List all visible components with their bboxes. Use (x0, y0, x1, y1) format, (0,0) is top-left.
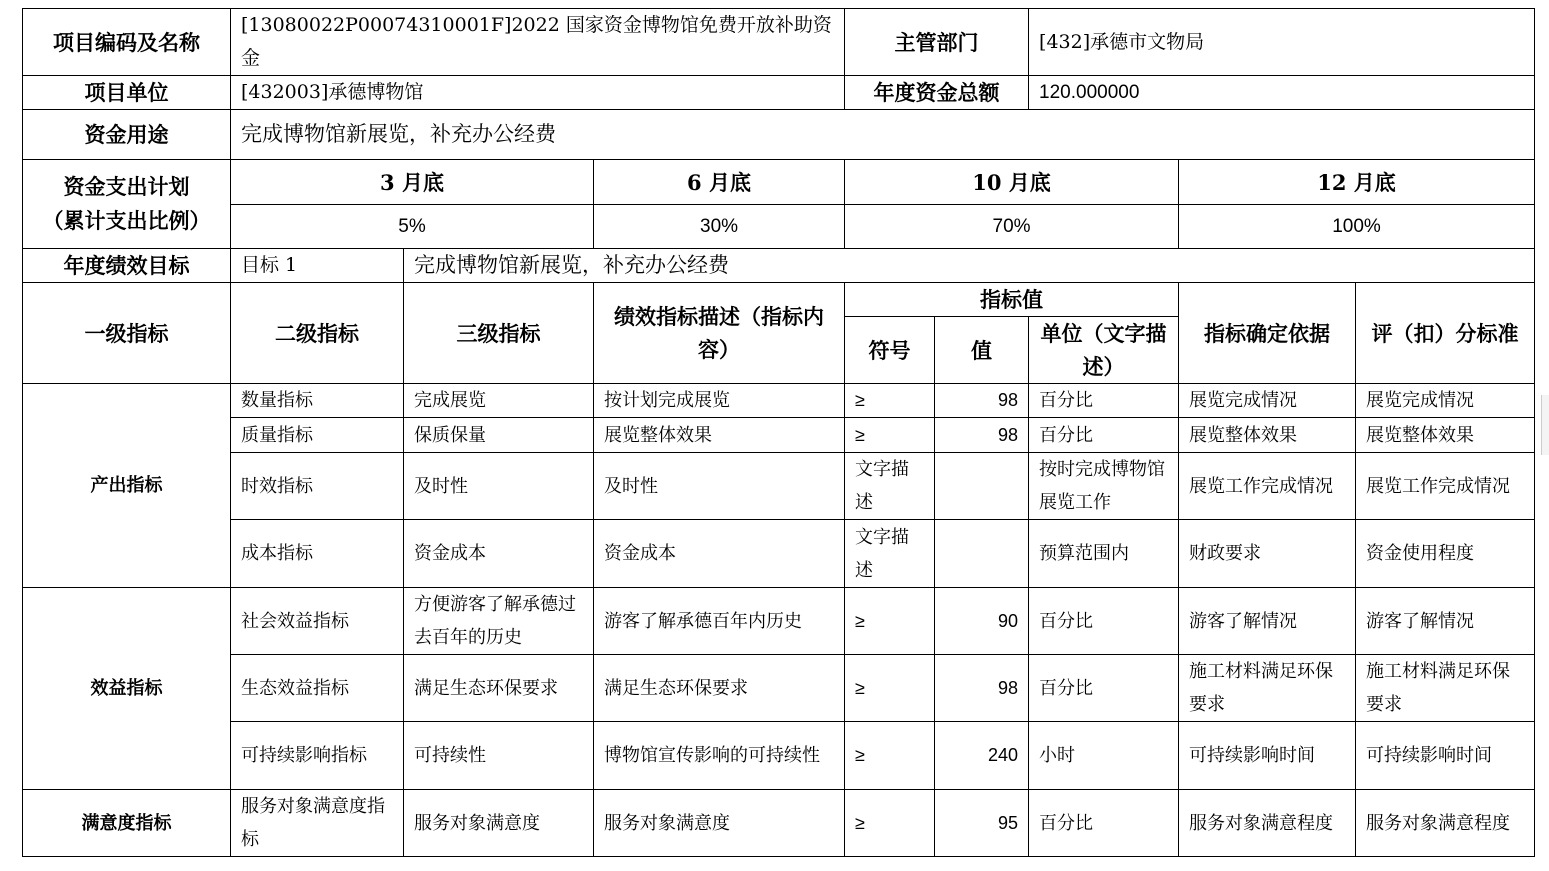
indicator-body (23, 384, 1535, 857)
performance-table (22, 8, 1535, 857)
indicator-basis: 财政要求 (1179, 520, 1356, 588)
indicator-basis: 展览工作完成情况 (1179, 453, 1356, 520)
table-row (23, 588, 1535, 655)
indicator-symbol: ≥ (845, 384, 935, 418)
usage-value: 完成博物馆新展览，补充办公经费 (231, 110, 1535, 160)
scrollbar-edge[interactable] (1541, 395, 1549, 455)
indicator-scoring: 展览完成情况 (1356, 384, 1535, 418)
indicator-value (935, 520, 1029, 588)
plan-period-4: 12 月底 (1179, 160, 1535, 205)
indicator-level2: 社会效益指标 (231, 588, 404, 655)
indicator-desc: 满足生态环保要求 (594, 655, 845, 722)
total-label: 年度资金总额 (845, 76, 1029, 110)
goal-target: 目标 1 (231, 249, 404, 283)
indicator-symbol: ≥ (845, 655, 935, 722)
indicator-scoring: 游客了解情况 (1356, 588, 1535, 655)
indicator-level2: 生态效益指标 (231, 655, 404, 722)
indicator-desc: 游客了解承德百年内历史 (594, 588, 845, 655)
table-row (23, 655, 1535, 722)
indicator-basis: 展览完成情况 (1179, 384, 1356, 418)
indicator-basis: 展览整体效果 (1179, 418, 1356, 453)
indicator-basis: 可持续影响时间 (1179, 722, 1356, 790)
indicator-unit: 按时完成博物馆展览工作 (1029, 453, 1179, 520)
row-unit (23, 76, 1535, 110)
indicator-level3: 方便游客了解承德过去百年的历史 (404, 588, 594, 655)
indicator-level3: 及时性 (404, 453, 594, 520)
indicator-desc: 资金成本 (594, 520, 845, 588)
indicator-symbol: 文字描述 (845, 453, 935, 520)
col-level3: 三级指标 (404, 283, 594, 384)
indicator-level2: 可持续影响指标 (231, 722, 404, 790)
indicator-level2: 数量指标 (231, 384, 404, 418)
project-label: 项目编码及名称 (23, 9, 231, 76)
goal-label: 年度绩效目标 (23, 249, 231, 283)
col-scoring: 评（扣）分标准 (1356, 283, 1535, 384)
col-level1: 一级指标 (23, 283, 231, 384)
indicator-unit: 小时 (1029, 722, 1179, 790)
col-level2: 二级指标 (231, 283, 404, 384)
indicator-unit: 百分比 (1029, 418, 1179, 453)
col-indicator-value: 指标值 (845, 283, 1179, 317)
indicator-unit: 百分比 (1029, 655, 1179, 722)
plan-period-3: 10 月底 (845, 160, 1179, 205)
indicator-unit: 预算范围内 (1029, 520, 1179, 588)
indicator-unit: 百分比 (1029, 588, 1179, 655)
indicator-scoring: 资金使用程度 (1356, 520, 1535, 588)
indicator-level3: 可持续性 (404, 722, 594, 790)
unit-value: [432003]承德博物馆 (231, 76, 845, 110)
row-project (23, 9, 1535, 76)
indicator-symbol: ≥ (845, 790, 935, 857)
plan-label-line1: 资金支出计划 (63, 174, 190, 199)
indicator-level1: 满意度指标 (23, 790, 231, 857)
indicator-level2: 成本指标 (231, 520, 404, 588)
indicator-level3: 资金成本 (404, 520, 594, 588)
plan-label (23, 160, 231, 249)
indicator-desc: 服务对象满意度 (594, 790, 845, 857)
col-symbol: 符号 (845, 317, 935, 384)
indicator-level2: 服务对象满意度指标 (231, 790, 404, 857)
indicator-unit: 百分比 (1029, 384, 1179, 418)
indicator-value: 95 (935, 790, 1029, 857)
col-unit: 单位（文字描述） (1029, 317, 1179, 384)
row-goal (23, 249, 1535, 283)
indicator-scoring: 展览整体效果 (1356, 418, 1535, 453)
indicator-value: 98 (935, 418, 1029, 453)
indicator-level3: 满足生态环保要求 (404, 655, 594, 722)
plan-period-1: 3 月底 (231, 160, 594, 205)
indicator-scoring: 服务对象满意程度 (1356, 790, 1535, 857)
indicator-level2: 时效指标 (231, 453, 404, 520)
total-value: 120.000000 (1029, 76, 1535, 110)
table-row (23, 722, 1535, 790)
indicator-desc: 展览整体效果 (594, 418, 845, 453)
table-row (23, 520, 1535, 588)
unit-label: 项目单位 (23, 76, 231, 110)
indicator-desc: 及时性 (594, 453, 845, 520)
project-value: [13080022P00074310001F]2022 国家资金博物馆免费开放补助资金 (231, 9, 845, 76)
indicator-desc: 博物馆宣传影响的可持续性 (594, 722, 845, 790)
indicator-value: 98 (935, 655, 1029, 722)
indicator-symbol: ≥ (845, 418, 935, 453)
dept-value: [432]承德市文物局 (1029, 9, 1535, 76)
row-plan-periods (23, 160, 1535, 205)
indicator-scoring: 施工材料满足环保要求 (1356, 655, 1535, 722)
indicator-level3: 完成展览 (404, 384, 594, 418)
indicator-level3: 保质保量 (404, 418, 594, 453)
table-row (23, 790, 1535, 857)
indicator-basis: 服务对象满意程度 (1179, 790, 1356, 857)
dept-label: 主管部门 (845, 9, 1029, 76)
row-usage (23, 110, 1535, 160)
indicator-symbol: ≥ (845, 588, 935, 655)
table-row (23, 453, 1535, 520)
plan-label-line2: （累计支出比例） (42, 208, 211, 233)
col-desc: 绩效指标描述（指标内容） (594, 283, 845, 384)
row-plan-values (23, 205, 1535, 249)
indicator-scoring: 展览工作完成情况 (1356, 453, 1535, 520)
plan-value-2: 30% (594, 205, 845, 249)
indicator-level3: 服务对象满意度 (404, 790, 594, 857)
goal-content: 完成博物馆新展览，补充办公经费 (404, 249, 1535, 283)
indicator-level1: 效益指标 (23, 588, 231, 790)
indicator-basis: 施工材料满足环保要求 (1179, 655, 1356, 722)
indicator-unit: 百分比 (1029, 790, 1179, 857)
plan-value-3: 70% (845, 205, 1179, 249)
indicator-value: 240 (935, 722, 1029, 790)
col-basis: 指标确定依据 (1179, 283, 1356, 384)
indicator-value: 98 (935, 384, 1029, 418)
plan-period-2: 6 月底 (594, 160, 845, 205)
indicator-level2: 质量指标 (231, 418, 404, 453)
indicator-level1: 产出指标 (23, 384, 231, 588)
usage-label: 资金用途 (23, 110, 231, 160)
indicator-scoring: 可持续影响时间 (1356, 722, 1535, 790)
col-value: 值 (935, 317, 1029, 384)
indicator-desc: 按计划完成展览 (594, 384, 845, 418)
table-row (23, 384, 1535, 418)
indicator-value: 90 (935, 588, 1029, 655)
table-row (23, 418, 1535, 453)
indicator-basis: 游客了解情况 (1179, 588, 1356, 655)
indicator-value (935, 453, 1029, 520)
plan-value-4: 100% (1179, 205, 1535, 249)
row-col-headers-1 (23, 283, 1535, 317)
plan-value-1: 5% (231, 205, 594, 249)
indicator-symbol: ≥ (845, 722, 935, 790)
indicator-symbol: 文字描述 (845, 520, 935, 588)
